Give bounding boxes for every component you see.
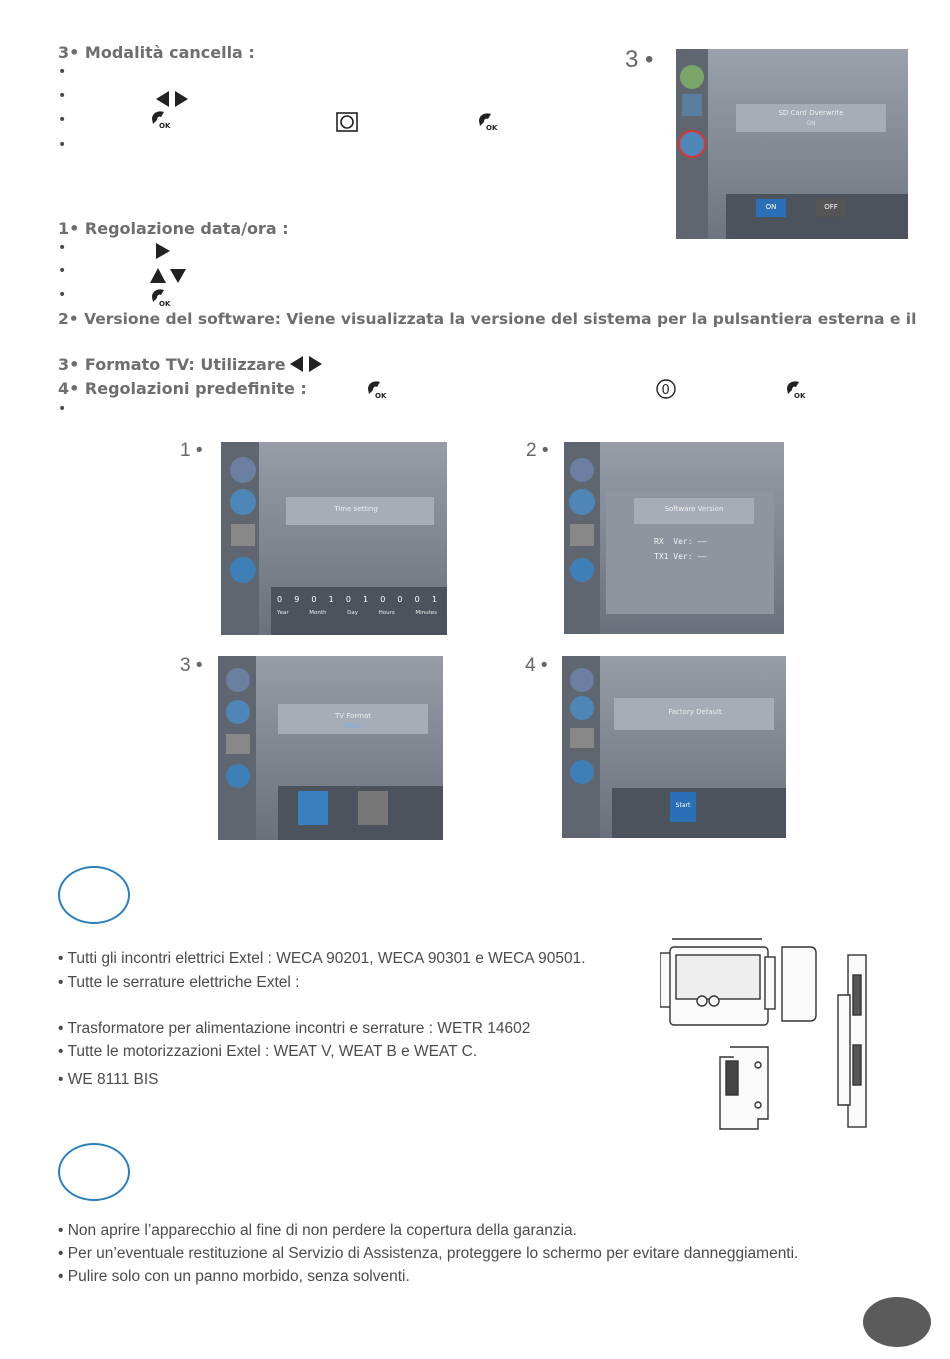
svg-text:OK: OK: [159, 300, 171, 308]
software-version-screen: [564, 442, 784, 634]
field-label: Hours: [378, 610, 395, 616]
delete-mode-heading: 3• Modalità cancella :: [58, 43, 255, 62]
svg-text:OK: OK: [794, 392, 806, 400]
screen-title: Time setting: [334, 505, 378, 513]
screen-subtitle: ON: [806, 120, 816, 127]
tv-format-screen: [218, 656, 443, 840]
compat-item: • Trasformatore per alimentazione incontri e serrature : WETR 14602: [58, 1020, 531, 1037]
time-setting-screen: [221, 442, 447, 635]
ok-phone-icon: [150, 110, 174, 130]
date-time-heading: 1• Regolazione data/ora :: [58, 219, 289, 238]
svg-text:OK: OK: [375, 392, 387, 400]
page-number-badge: [863, 1297, 931, 1347]
compat-item: • Tutti gli incontri elettrici Extel : WECA 90201, WECA 90301 e WECA 90501.: [58, 950, 586, 967]
bullet: •: [58, 64, 67, 80]
up-down-arrows-icon: [150, 268, 186, 284]
care-item: • Non aprire l’apparecchio al fine di non perdere la copertura della garanzia.: [58, 1222, 577, 1239]
digit: 0: [397, 595, 403, 604]
field-label: Month: [309, 610, 327, 616]
bullet: •: [58, 137, 67, 153]
section-badge: [58, 866, 130, 924]
digit: 1: [431, 595, 437, 604]
care-item: • Per un’eventuale restituzione al Servizio di Assistenza, proteggere lo schermo per evitare danneggiamenti.: [58, 1245, 799, 1262]
digit: 0: [414, 595, 420, 604]
screen-title: Factory Default: [668, 708, 722, 716]
bullet: •: [58, 112, 67, 128]
svg-text:OK: OK: [486, 124, 498, 132]
screen-title: SD Card Overwrite: [778, 109, 844, 117]
off-button: OFF: [824, 203, 838, 211]
digit: 0: [380, 595, 386, 604]
ok-phone-icon: [785, 380, 809, 400]
screen-label: 1 •: [180, 440, 203, 461]
svg-text:0: 0: [661, 383, 670, 398]
bullet: •: [58, 88, 67, 104]
bullet: •: [58, 287, 67, 303]
screen-title: TV Format: [335, 712, 371, 720]
time-digits: [277, 595, 437, 604]
digit: 0: [345, 595, 351, 604]
field-label: Minutes: [415, 610, 437, 616]
rx-version: RX Ver: ——: [654, 537, 707, 546]
compat-item: • Tutte le serrature elettriche Extel :: [58, 974, 300, 991]
sd-card-screen: [676, 49, 908, 239]
tv-format-line: 3• Formato TV: Utilizzare: [58, 355, 286, 374]
bullet: •: [58, 240, 67, 256]
screen-label: 3 •: [625, 46, 654, 73]
electric-locks-illustration: [660, 935, 875, 1140]
default-settings-line: 4• Regolazioni predefinite :: [58, 379, 307, 398]
digit: 0: [311, 595, 317, 604]
field-label: Day: [347, 610, 358, 616]
left-right-arrows-icon: [290, 356, 322, 372]
digit: 1: [328, 595, 334, 604]
ok-phone-icon: [150, 288, 174, 308]
screen-title: Software Version: [664, 505, 724, 513]
compat-item: • WE 8111 BIS: [58, 1071, 159, 1088]
ok-phone-icon: [477, 112, 501, 132]
care-item: • Pulire solo con un panno morbido, senza solventi.: [58, 1268, 410, 1285]
tx-version: TX1 Ver: ——: [654, 552, 707, 561]
ok-phone-icon: [366, 380, 390, 400]
on-button: ON: [765, 203, 777, 211]
digit: 1: [363, 595, 369, 604]
factory-default-screen: [562, 656, 786, 838]
rx-label: RX Ver:: [654, 537, 693, 546]
screen-label: 4 •: [525, 655, 548, 676]
bullet: •: [58, 263, 67, 279]
tx-label: TX1 Ver:: [654, 552, 693, 561]
right-arrow-icon: [156, 243, 170, 259]
section-badge: [58, 1143, 130, 1201]
zero-button-icon: [655, 379, 677, 399]
start-button: Start: [675, 802, 691, 809]
svg-text:OK: OK: [159, 122, 171, 130]
digit: 0: [277, 595, 283, 604]
compat-item: • Tutte le motorizzazioni Extel : WEAT V, WEAT B e WEAT C.: [58, 1043, 478, 1060]
time-fields: [277, 610, 437, 616]
record-button-icon: [336, 112, 358, 132]
screen-subtitle: NTSC: [344, 723, 362, 730]
left-right-arrows-icon: [156, 91, 188, 107]
digit: 9: [294, 595, 300, 604]
screen-label: 3 •: [180, 655, 203, 676]
screen-label: 2 •: [526, 440, 549, 461]
field-label: Year: [277, 610, 289, 616]
software-version-line: 2• Versione del software: Viene visualizzata la versione del sistema per la pulsantiera esterna e il: [58, 310, 917, 328]
bullet: •: [58, 401, 67, 417]
